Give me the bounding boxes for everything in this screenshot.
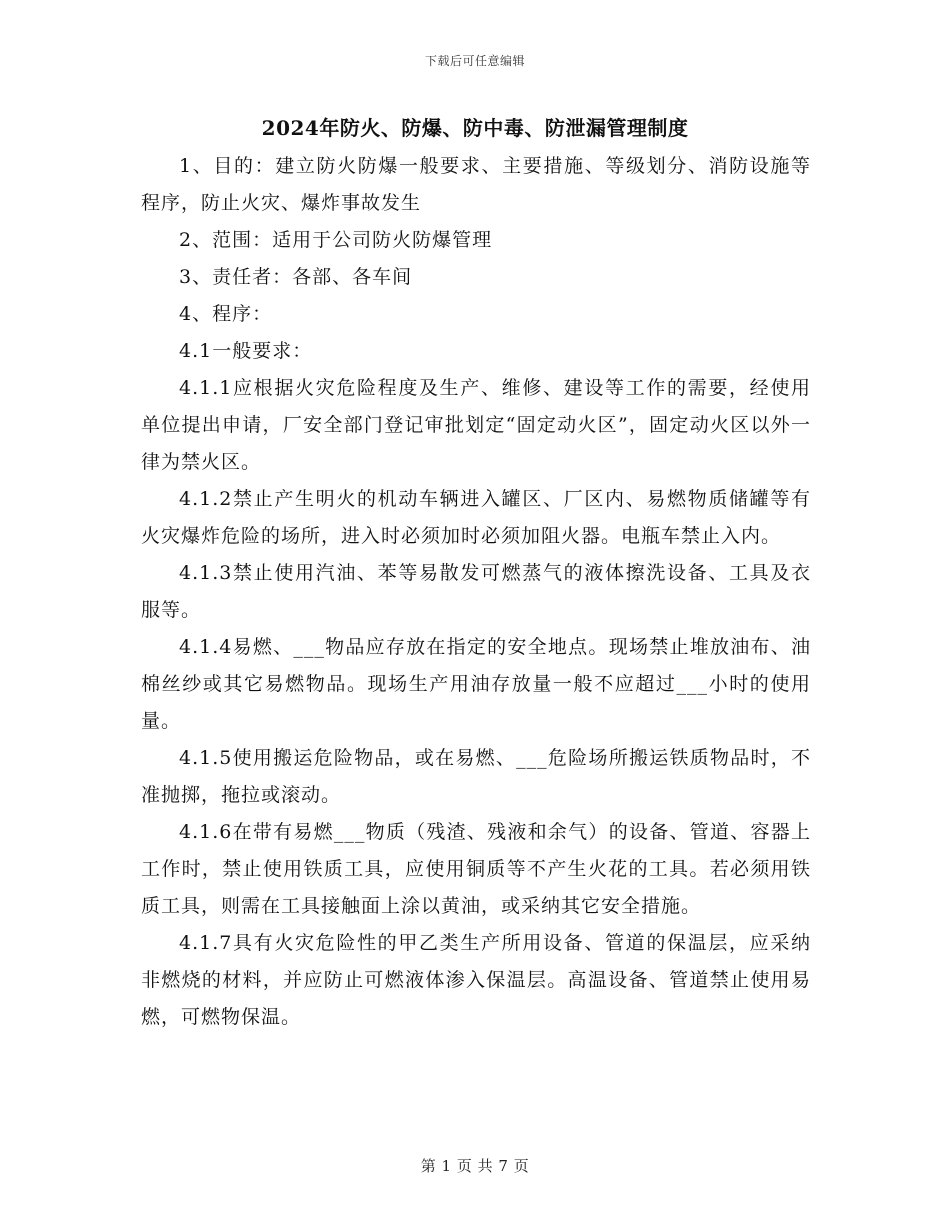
- page-indicator: 第 1 页 共 7 页: [420, 1157, 530, 1175]
- paragraph-4-1-1: 4.1.1应根据火灾危险程度及生产、维修、建设等工作的需要，经使用单位提出申请，厂安全部门登记审批划定“固定动火区”，固定动火区以外一律为禁火区。: [141, 377, 811, 473]
- paragraph-4-1-7: 4.1.7具有火灾危险性的甲乙类生产所用设备、管道的保温层，应采纳非燃烧的材料，并应防止可燃液体渗入保温层。高温设备、管道禁止使用易燃，可燃物保温。: [141, 932, 811, 1028]
- paragraph-4-1-4: 4.1.4易燃、___物品应存放在指定的安全地点。现场禁止堆放油布、油棉丝纱或其它易燃物品。现场生产用油存放量一般不应超过___小时的使用量。: [141, 636, 811, 732]
- paragraph-general-requirements: 4.1一般要求：: [179, 340, 313, 362]
- paragraph-responsible: 3、责任者：各部、各车间: [179, 266, 413, 288]
- paragraph-4-1-5: 4.1.5使用搬运危险物品，或在易燃、___危险场所搬运铁质物品时，不准抛掷，拖拉或滚动。: [141, 747, 811, 806]
- document-title: 2024年防火、防爆、防中毒、防泄漏管理制度: [261, 116, 689, 140]
- paragraph-4-1-2: 4.1.2禁止产生明火的机动车辆进入罐区、厂区内、易燃物质储罐等有火灾爆炸危险的场所，进入时必须加时必须加阻火器。电瓶车禁止入内。: [141, 488, 811, 547]
- paragraph-purpose: 1、目的：建立防火防爆一般要求、主要措施、等级划分、消防设施等程序，防止火灾、爆炸事故发生: [141, 155, 811, 214]
- paragraph-4-1-6: 4.1.6在带有易燃___物质（残渣、残液和余气）的设备、管道、容器上工作时，禁止使用铁质工具，应使用铜质等不产生火花的工具。若必须用铁质工具，则需在工具接触面上涂以黄油，或采纳其它安全措施。: [141, 821, 811, 917]
- paragraph-scope: 2、范围：适用于公司防火防爆管理: [179, 229, 493, 251]
- document-body: [141, 148, 811, 1036]
- header-note: 下载后可任意编辑: [424, 54, 525, 68]
- paragraph-procedure: 4、程序：: [179, 303, 273, 325]
- paragraph-4-1-3: 4.1.3禁止使用汽油、苯等易散发可燃蒸气的液体擦洗设备、工具及衣服等。: [141, 562, 811, 621]
